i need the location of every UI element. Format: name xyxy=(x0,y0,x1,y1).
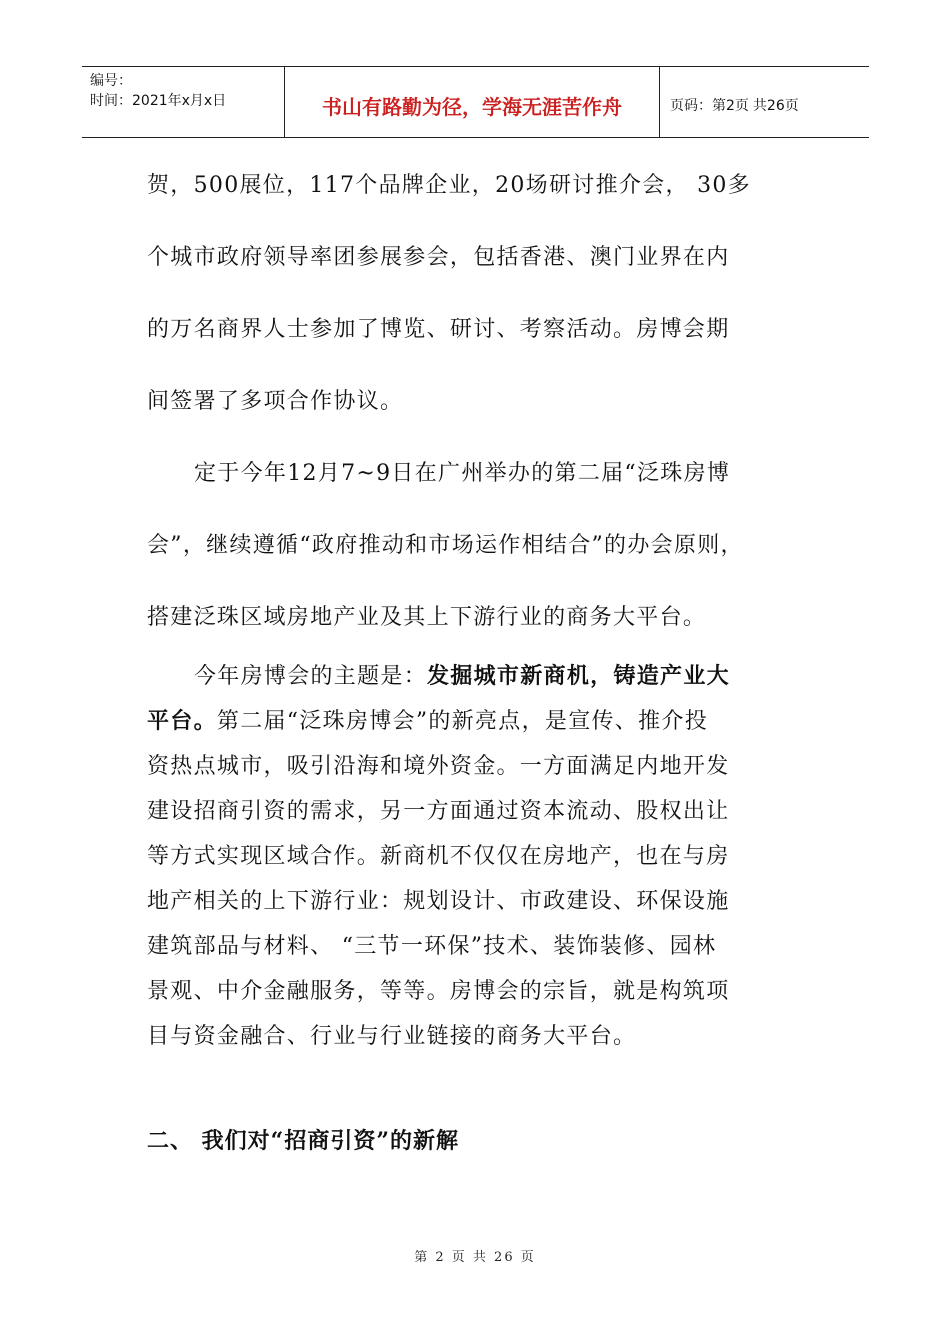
page-label: 页码：第2页 xyxy=(670,98,749,114)
theme-lead: 今年房博会的主题是： xyxy=(194,664,428,689)
text-line: 间签署了多项合作协议。 xyxy=(147,389,404,414)
theme-followup: 第二届“泛珠房博会”的新亮点，是宣传、推介投 xyxy=(216,709,709,734)
header-page-info xyxy=(660,67,869,137)
text-line: 的万名商界人士参加了博览、研讨、考察活动。房博会期 xyxy=(147,317,730,342)
header-motto xyxy=(284,67,660,137)
time-label: 时间：2021年x月x日 xyxy=(90,93,227,109)
section-heading: 二、 我们对“招商引资”的新解 xyxy=(147,1128,459,1154)
text-line: 建设招商引资的需求，另一方面通过资本流动、股权出让 xyxy=(147,799,730,824)
total-label: 共26页 xyxy=(752,98,799,114)
text-line: 建筑部品与材料、 “三节一环保”技术、装饰装修、园林 xyxy=(147,934,717,959)
paragraph-2 xyxy=(147,438,807,654)
text-line: 资热点城市，吸引沿海和境外资金。一方面满足内地开发 xyxy=(147,754,730,779)
text-line: 会”，继续遵循“政府推动和市场运作相结合”的办会原则， xyxy=(147,533,744,558)
header-meta xyxy=(82,67,284,137)
text-line: 景观、中介金融服务，等等。房博会的宗旨，就是构筑项 xyxy=(147,979,730,1004)
text-line: 定于今年12月7~9日在广州举办的第二届“泛珠房博 xyxy=(194,461,731,486)
page-header xyxy=(82,66,869,138)
page-footer: 第 2 页 共 26 页 xyxy=(414,1250,536,1265)
text-line: 地产相关的上下游行业：规划设计、市政建设、环保设施 xyxy=(147,889,730,914)
text-line: 目与资金融合、行业与行业链接的商务大平台。 xyxy=(147,1024,637,1049)
theme-text-end: 平台。 xyxy=(147,708,217,734)
text-line: 贺，500展位，117个品牌企业，20场研讨推介会， 30多 xyxy=(147,173,751,198)
text-line: 等方式实现区域合作。新商机不仅仅在房地产，也在与房 xyxy=(147,844,730,869)
text-line xyxy=(147,699,807,744)
text-line: 个城市政府领导率团参展参会，包括香港、澳门业界在内 xyxy=(147,245,730,270)
paragraph-1 xyxy=(147,150,807,438)
theme-text: 发掘城市新商机，铸造产业大 xyxy=(427,663,730,689)
text-line xyxy=(147,654,807,699)
number-label: 编号： xyxy=(90,73,132,89)
text-line: 搭建泛珠区域房地产业及其上下游行业的商务大平台。 xyxy=(147,605,707,630)
motto-text: 书山有路勤为径，学海无涯苦作舟 xyxy=(322,94,622,119)
paragraph-3 xyxy=(147,654,807,1059)
